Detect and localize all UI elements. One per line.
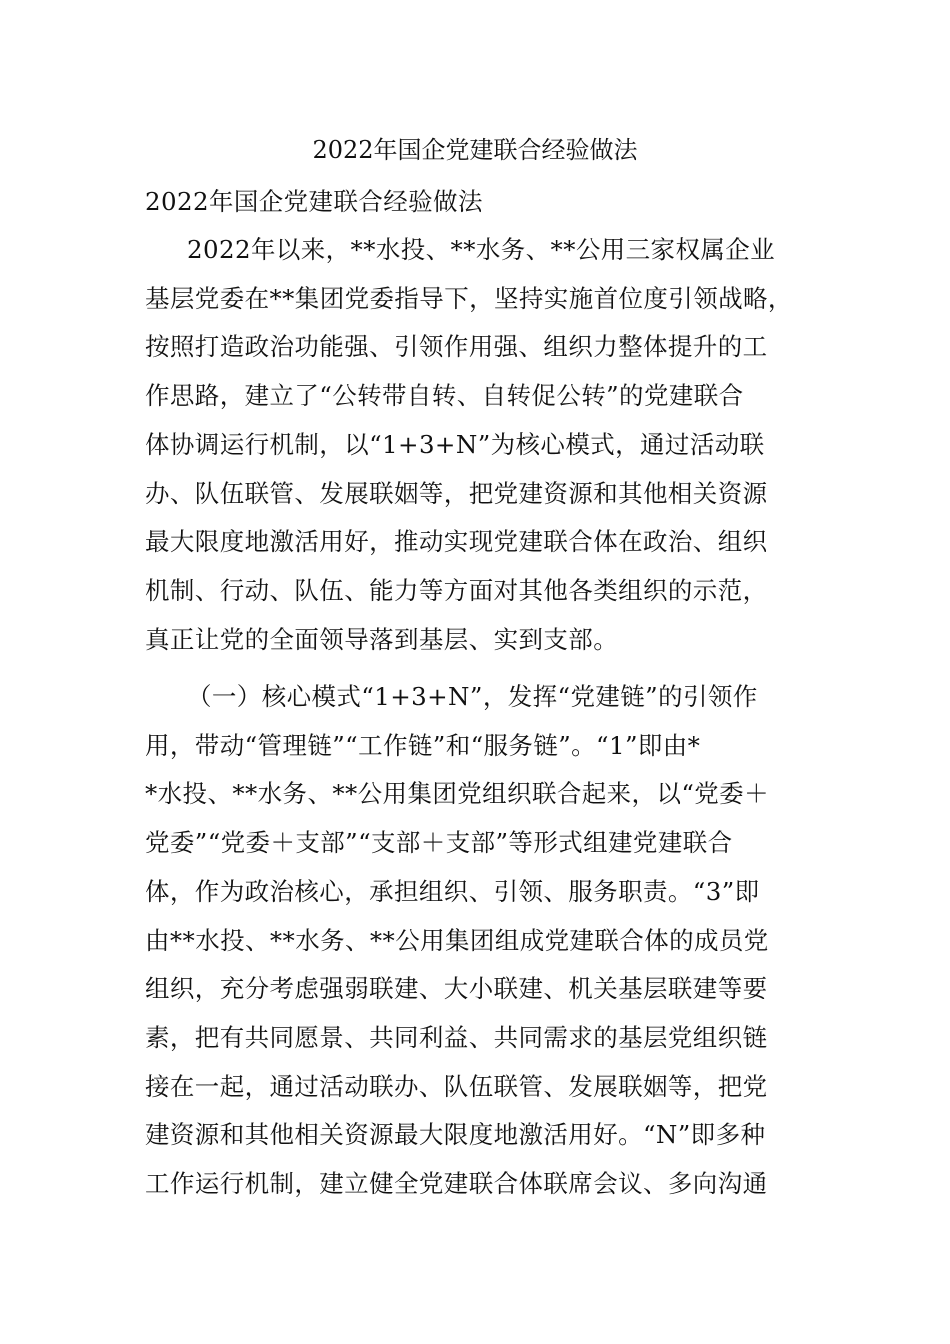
text-line: 党委”“党委＋支部”“支部＋支部”等形式组建党建联合 (145, 828, 733, 858)
text-line: 组织，充分考虑强弱联建、大小联建、机关基层联建等要 (145, 974, 768, 1004)
text-line: 2022年以来，**水投、**水务、**公用三家权属企业 (187, 235, 776, 264)
text-line: （一）核心模式“1+3+N”，发挥“党建链”的引领作 (187, 682, 758, 711)
text-line: 用，带动“管理链”“工作链”和“服务链”。“1”即由* (145, 730, 701, 760)
text-line: 机制、行动、队伍、能力等方面对其他各类组织的示范， (145, 575, 768, 605)
paragraph-2 (145, 673, 825, 1209)
paragraph-1 (145, 226, 825, 664)
text-line: 基层党委在**集团党委指导下，坚持实施首位度引领战略， (145, 283, 793, 313)
text-line: *水投、**水务、**公用集团党组织联合起来，以“党委＋ (145, 779, 769, 809)
text-line: 素，把有共同愿景、共同利益、共同需求的基层党组织链 (145, 1022, 768, 1052)
text-line: 办、队伍联管、发展联姻等，把党建资源和其他相关资源 (145, 478, 768, 508)
text-line: 由**水投、**水务、**公用集团组成党建联合体的成员党 (145, 925, 769, 955)
text-line: 体协调运行机制，以“1+3+N”为核心模式，通过活动联 (145, 429, 765, 459)
text-line: 作思路，建立了“公转带自转、自转促公转”的党建联合 (145, 381, 744, 411)
text-line: 真正让党的全面领导落到基层、实到支部。 (145, 624, 619, 654)
text-line: 工作运行机制，建立健全党建联合体联席会议、多向沟通 (145, 1169, 768, 1199)
text-line: 最大限度地激活用好，推动实现党建联合体在政治、组织 (145, 527, 768, 557)
text-line: 按照打造政治功能强、引领作用强、组织力整体提升的工 (145, 332, 768, 362)
text-line: 建资源和其他相关资源最大限度地激活用好。“N”即多种 (145, 1120, 766, 1150)
document-title: 2022年国企党建联合经验做法 (312, 136, 638, 164)
text-line: 体，作为政治核心，承担组织、引领、服务职责。“3”即 (145, 876, 760, 906)
text-line: 接在一起，通过活动联办、队伍联管、发展联姻等，把党 (145, 1071, 768, 1101)
document-subtitle: 2022年国企党建联合经验做法 (145, 187, 483, 216)
